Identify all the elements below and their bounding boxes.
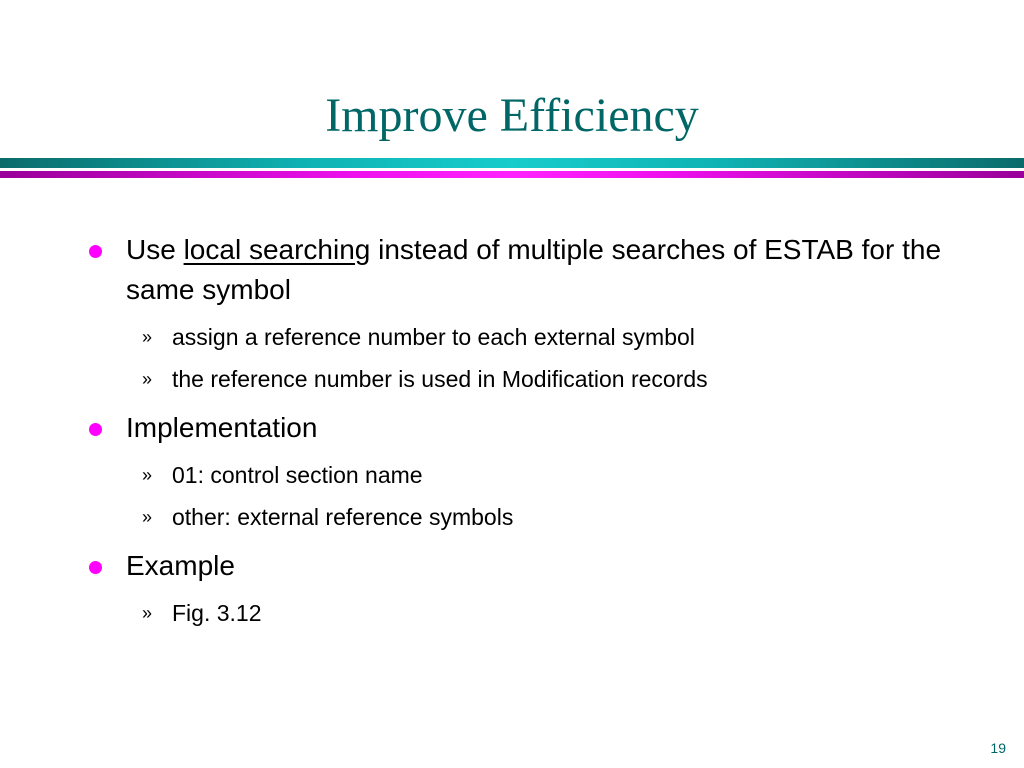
sub-bullet-text: Fig. 3.12 [172, 600, 262, 626]
sub-bullet-text: 01: control section name [172, 462, 423, 488]
bullet-dot-icon [89, 245, 102, 258]
bullet-dot-icon [89, 561, 102, 574]
raquo-icon: » [142, 507, 153, 527]
title-rule-teal [0, 158, 1024, 168]
bullet-dot-icon [89, 423, 102, 436]
sub-bullet-text: the reference number is used in Modification records [172, 366, 708, 392]
raquo-icon: » [142, 327, 153, 347]
bullet-text-suffix: instead of multiple searches of ESTAB for the same symbol [126, 234, 942, 305]
slide-title: Improve Efficiency [325, 89, 699, 142]
local-searching-link: local searching [183, 234, 371, 265]
sub-bullet-text: assign a reference number to each external symbol [172, 324, 695, 350]
sub-bullet-item [0, 322, 1024, 352]
sub-bullet-item [0, 502, 1024, 532]
bullet-text: Example [126, 550, 235, 581]
raquo-icon: » [142, 465, 153, 485]
bullet-text: Implementation [126, 412, 318, 443]
page-number: 19 [990, 740, 1006, 756]
bullet-text-prefix: Use [126, 234, 184, 265]
sub-bullet-item [0, 364, 1024, 394]
raquo-icon: » [142, 603, 153, 623]
sub-bullet-item [0, 598, 1024, 628]
title-rule-magenta [0, 171, 1024, 178]
bullet-item-local-searching [0, 230, 1024, 310]
raquo-icon: » [142, 369, 153, 389]
bullet-item-implementation [0, 408, 1024, 448]
sub-bullet-item [0, 460, 1024, 490]
bullet-list [0, 230, 1024, 628]
sub-bullet-text: other: external reference symbols [172, 504, 514, 530]
bullet-item-example [0, 546, 1024, 586]
